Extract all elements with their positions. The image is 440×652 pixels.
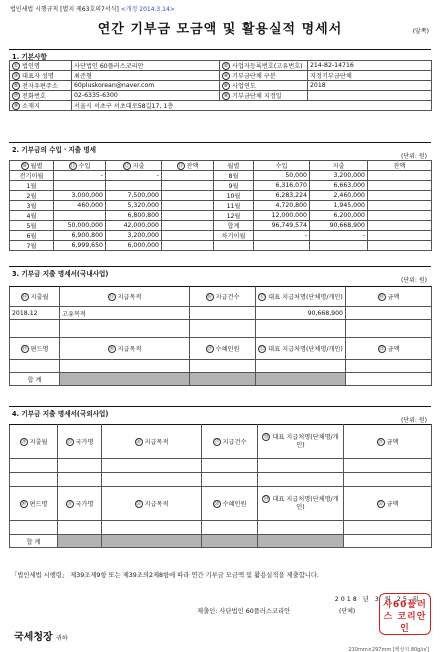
month-cell: 5월: [10, 221, 54, 231]
o-rep-header: ㉘ 대표 지급처명(단체명/개인): [258, 425, 344, 459]
info-label: ⑧ 기부금단체 지정일: [220, 91, 308, 101]
balance-header-2: 잔액: [368, 161, 432, 171]
overseas-expense-table: [9, 424, 432, 548]
d-amount-header: ⑱ 금액: [346, 287, 432, 307]
income-cell: [54, 181, 106, 191]
income-cell: [54, 211, 106, 221]
info-value: 60pluskorean@naver.com: [72, 81, 220, 91]
info-value: [308, 91, 432, 101]
o-total-label: 합 계: [10, 535, 58, 548]
o-fund-amount-header: ㉟ 금액: [344, 487, 432, 521]
month-cell: 차기이월: [214, 231, 254, 241]
month-cell: 9월: [214, 181, 254, 191]
table-row: [10, 201, 432, 211]
table-row: [10, 459, 432, 473]
d-date-header: ⑭ 지출월: [10, 287, 60, 307]
balance-cell: [368, 181, 432, 191]
expense-cell: 6,200,000: [310, 211, 368, 221]
info-row: [10, 81, 432, 91]
balance-cell: [368, 171, 432, 181]
table-row: [10, 231, 432, 241]
expense-cell: 6,800,800: [106, 211, 162, 221]
info-value: 214-82-14716: [308, 61, 432, 71]
o-fund-purpose-header: ㉜ 지급목적: [102, 487, 202, 521]
d-beneficiaries-header: ㉑ 수혜인원: [190, 338, 256, 360]
document-title: 연간 기부금 모금액 및 활용실적 명세서: [97, 22, 343, 37]
balance-cell: [368, 211, 432, 221]
balance-cell: [162, 231, 214, 241]
income-cell: 50,000,000: [54, 221, 106, 231]
info-value: 최준형: [72, 71, 220, 81]
table-row: [10, 171, 432, 181]
expense-cell: 90,668,900: [310, 221, 368, 231]
o-date-header: ㉔ 지출월: [10, 425, 58, 459]
balance-cell: [162, 241, 214, 251]
d-rep-amount-cell: 90,668,900: [256, 307, 346, 320]
revision-text: <개정 2014.3.14>: [120, 6, 175, 13]
expense-cell: 1,945,000: [310, 201, 368, 211]
submitter-name: 제출인: 사단법인 60플러스코리안: [197, 608, 291, 615]
d-date-cell: 2018.12: [10, 307, 60, 320]
info-row: [10, 61, 432, 71]
address-row: [10, 101, 432, 111]
month-header: ⑩ 월별: [10, 161, 54, 171]
o-fund-header: ㉚ 편드명: [10, 487, 58, 521]
table-row: [10, 221, 432, 231]
table-row: [10, 211, 432, 221]
balance-cell: [162, 181, 214, 191]
info-label: ③ 대표자 성명: [10, 71, 72, 81]
balance-cell: [162, 171, 214, 181]
income-cell: 6,900,800: [54, 231, 106, 241]
info-label: ⑤ 전자우편주소: [10, 81, 72, 91]
balance-cell: [368, 201, 432, 211]
recipient-suffix: 귀하: [56, 635, 68, 642]
d-purpose-header: ⑮ 지급목적: [60, 287, 190, 307]
expense-cell: 5,320,000: [106, 201, 162, 211]
month-cell: [214, 241, 254, 251]
balance-cell: [368, 221, 432, 231]
d-purpose-cell: 고유목적: [60, 307, 190, 320]
expense-cell: [106, 181, 162, 191]
table-row: [10, 360, 432, 373]
d-fund-amount-header: ㉓ 금액: [346, 338, 432, 360]
d-amount-cell: [346, 307, 432, 320]
table-row: [10, 181, 432, 191]
income-cell: 96,749,574: [254, 221, 310, 231]
income-cell: 4,720,800: [254, 201, 310, 211]
expense-cell: -: [310, 231, 368, 241]
balance-header: ⑬ 잔액: [162, 161, 214, 171]
o-fund-country-header: ㉛ 국가명: [58, 487, 102, 521]
month-cell: 12월: [214, 211, 254, 221]
page-size-note: 210mm×297mm [백상지 80g/㎡]: [348, 647, 429, 652]
info-label: ⑥ 사업연도: [220, 81, 308, 91]
sign-label: (단체): [339, 608, 356, 615]
expense-cell: -: [106, 171, 162, 181]
expense-cell: [310, 241, 368, 251]
income-cell: 3,000,000: [54, 191, 106, 201]
section4-unit: (단위: 원): [401, 417, 427, 424]
info-row: [10, 71, 432, 81]
section4-heading: 4. 기부금 지출 명세서(국외사업): [9, 406, 431, 415]
section2-heading: 2. 기부금의 수입ㆍ지출 명세: [9, 142, 431, 151]
table-row: [10, 191, 432, 201]
balance-cell: [162, 211, 214, 221]
d-fund-purpose-header: ⑳ 지급목적: [60, 338, 190, 360]
info-label: ④ 기부금단체 구분: [220, 71, 308, 81]
address-label: ⑨ 소재지: [10, 101, 72, 111]
balance-cell: [162, 191, 214, 201]
d-fund-header: ⑲ 편드명: [10, 338, 60, 360]
month-cell: 1월: [10, 181, 54, 191]
submission-date: 2018 년 3 월 25 일: [334, 596, 421, 603]
section1-heading: 1. 기본사항: [9, 49, 431, 58]
info-row: [10, 91, 432, 101]
balance-cell: [368, 241, 432, 251]
table-row: [10, 521, 432, 535]
expense-cell: 6,000,000: [106, 241, 162, 251]
income-cell: 50,000: [254, 171, 310, 181]
basic-info-table: [9, 60, 432, 111]
income-expense-table: [9, 160, 432, 251]
month-cell: 합계: [214, 221, 254, 231]
d-fund-rep-header: ㉒ 대표 지급처명(단체명/개인): [256, 338, 346, 360]
income-cell: 6,283,224: [254, 191, 310, 201]
income-cell: -: [254, 231, 310, 241]
section2-unit: (단위: 원): [401, 153, 427, 160]
income-header: ⑪ 수입: [54, 161, 106, 171]
o-beneficiaries-header: ㉝ 수혜인원: [202, 487, 258, 521]
month-cell: 8월: [214, 171, 254, 181]
info-value: 2018: [308, 81, 432, 91]
month-cell: 4월: [10, 211, 54, 221]
expense-cell: 6,663,000: [310, 181, 368, 191]
form-ref-text: 법인세법 시행규칙 [별지 제63호의7서식]: [10, 6, 119, 13]
balance-cell: [162, 221, 214, 231]
d-total-label: 합 계: [10, 373, 60, 386]
recipient: [14, 628, 68, 643]
seal-text: 사60플러스 코리안인: [383, 600, 427, 634]
info-label: ② 사업자등록번호(고유번호): [220, 61, 308, 71]
d-rep-header: ⑰ 대표 지급처명(단체명/개인): [256, 287, 346, 307]
table-row: [10, 473, 432, 487]
expense-cell: 42,000,000: [106, 221, 162, 231]
o-amount-header: ㉙ 금액: [344, 425, 432, 459]
info-label: ⑦ 전화번호: [10, 91, 72, 101]
expense-cell: 3,200,000: [310, 171, 368, 181]
table-row: [10, 241, 432, 251]
d-count-header: ⑯ 지급건수: [190, 287, 256, 307]
form-page: [9, 4, 431, 652]
income-cell: -: [54, 171, 106, 181]
d-count-cell: [190, 307, 256, 320]
month-cell: 2월: [10, 191, 54, 201]
balance-cell: [162, 201, 214, 211]
section3-heading: 3. 기부금 지출 명세서(국내사업): [9, 266, 431, 275]
submission-statement: 「법인세법 시행령」 제39조제9항 또는 제39조의2제8항에 따라 연간 기부금 모금액 및 활용실적을 제출합니다.: [11, 572, 319, 579]
domestic-expense-table: [9, 286, 432, 386]
recipient-name: 국세청장: [14, 632, 53, 643]
expense-header-2: 지출: [310, 161, 368, 171]
form-reference: [10, 4, 175, 13]
address-value: 서울시 서초구 서초대로58길17, 1층: [72, 101, 432, 111]
balance-cell: [368, 191, 432, 201]
table-row: [10, 307, 432, 320]
month-cell: 7월: [10, 241, 54, 251]
info-value: 사단법인 60플러스코리안: [72, 61, 220, 71]
income-cell: 6,316,070: [254, 181, 310, 191]
month-cell: 11월: [214, 201, 254, 211]
income-cell: [254, 241, 310, 251]
month-header-2: 월별: [214, 161, 254, 171]
balance-cell: [368, 231, 432, 241]
o-count-header: ㉗ 지급건수: [202, 425, 258, 459]
copy-note: (앞쪽): [412, 28, 429, 35]
month-cell: 6월: [10, 231, 54, 241]
expense-cell: 2,460,000: [310, 191, 368, 201]
month-cell: 3월: [10, 201, 54, 211]
organization-seal: [379, 593, 431, 635]
expense-cell: 3,200,000: [106, 231, 162, 241]
o-purpose-header: ㉖ 지급목적: [102, 425, 202, 459]
month-cell: 10월: [214, 191, 254, 201]
income-header-2: 수입: [254, 161, 310, 171]
income-cell: 12,000,000: [254, 211, 310, 221]
expense-header: ⑫ 지출: [106, 161, 162, 171]
info-value: 02-6335-6300: [72, 91, 220, 101]
o-fund-rep-header: ㉞ 대표 지급처명(단체명/개인): [258, 487, 344, 521]
o-country-header: ㉕ 국가명: [58, 425, 102, 459]
month-cell: 전기이월: [10, 171, 54, 181]
income-cell: 460,000: [54, 201, 106, 211]
info-value: 지정기부금단체: [308, 71, 432, 81]
income-cell: 6,999,650: [54, 241, 106, 251]
expense-cell: 7,500,000: [106, 191, 162, 201]
info-label: ① 법인명: [10, 61, 72, 71]
section3-unit: (단위: 원): [401, 277, 427, 284]
